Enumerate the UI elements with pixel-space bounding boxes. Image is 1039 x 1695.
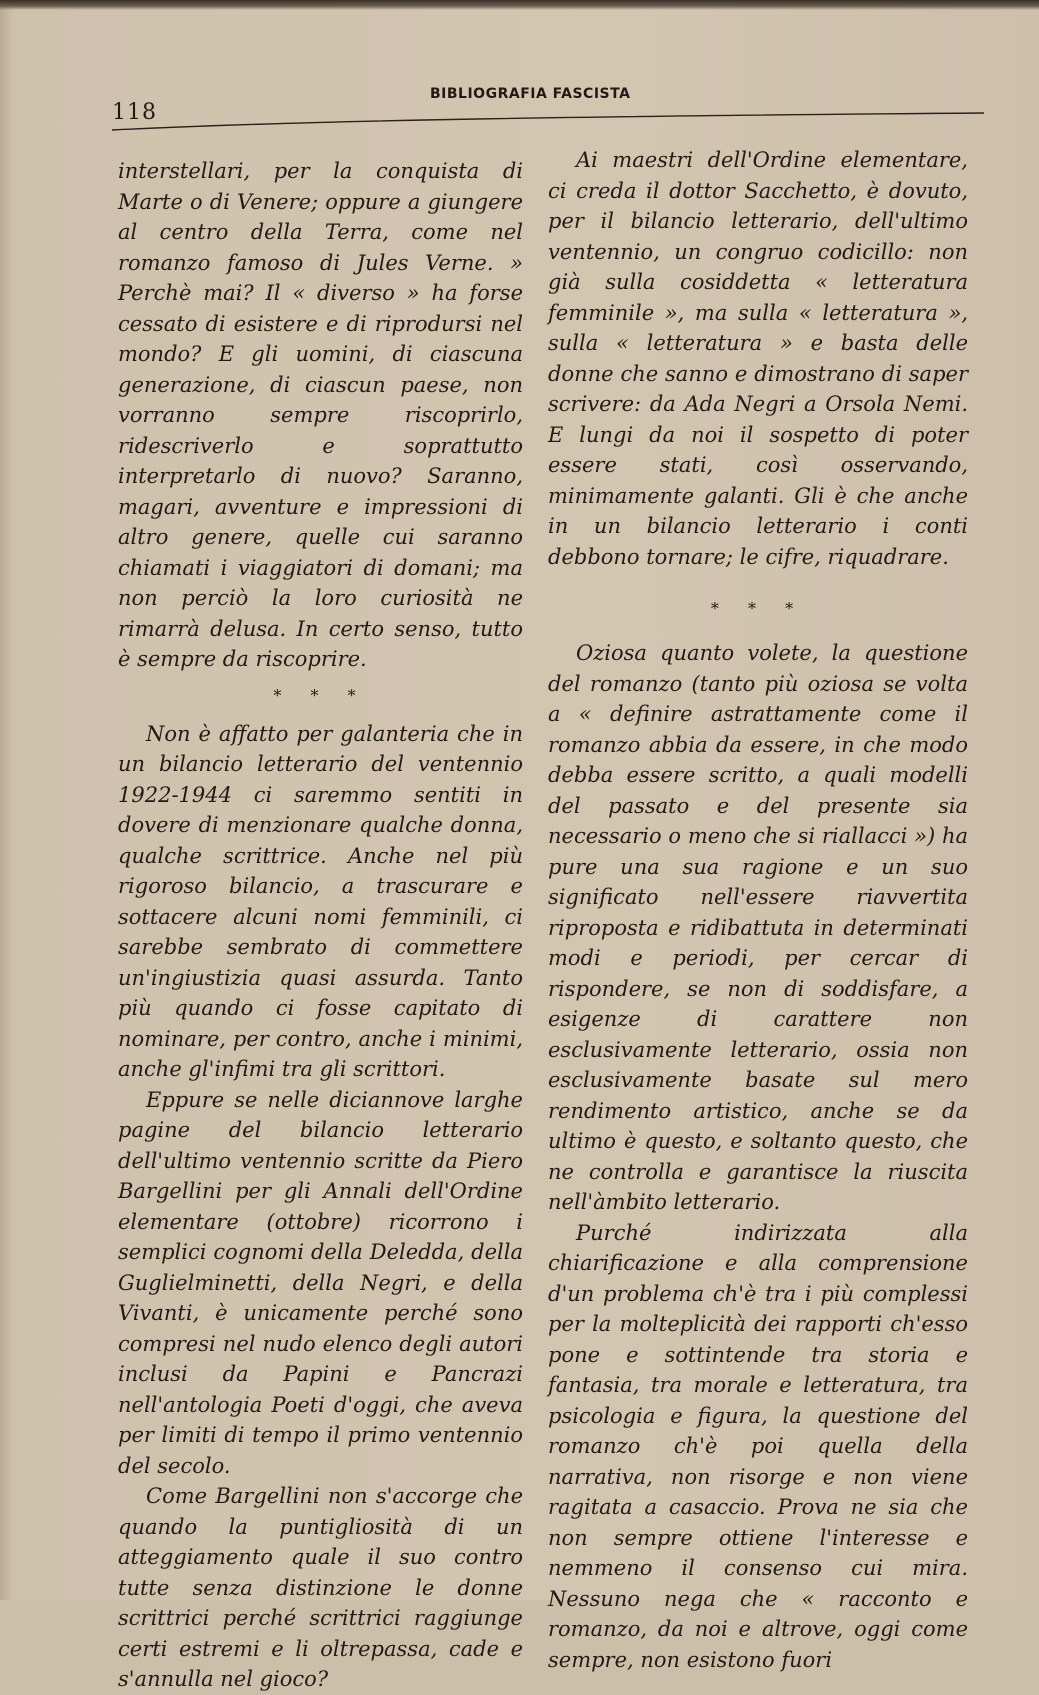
- header-rule: [112, 110, 984, 132]
- section-separator: * * *: [273, 685, 368, 705]
- left-paragraph-4: Come Bargellini non s'accorge che quando la puntigliosità di un atteggiamento quale il suo contro tutte senza distinzione le donne scrittrici perché scrittrici raggiunge certi estremi e li oltrepassa, cade e s'annulla nel gioco?: [118, 1484, 523, 1691]
- right-paragraph-3: Purché indirizzata alla chiarificazione e alla comprensione d'un problema ch'è tra i più complessi per la molteplicità dei rapporti ch'esso pone e sottintende tra storia e fantasia, tra morale e letteratura, tra psicologia e figura, la questione del romanzo ch'è poi quella della narrativa, non risorge e non viene ragitata a casaccio. Prova ne sia che non sempre ottiene l'interesse e nemmeno il consenso cui mira. Nessuno nega che « racconto e romanzo, da noi e altrove, oggi come sempre, non esistono fuori: [548, 1220, 968, 1672]
- running-head: BIBLIOGRAFIA FASCISTA: [430, 86, 631, 102]
- left-paragraph-3: Eppure se nelle diciannove larghe pagine del bilancio letterario dell'ultimo ventennio scritte da Piero Bargellini per gli Annali dell'Ordine elementare (ottobre) ricorrono i semplici cognomi della Deledda, della Guglielminetti, della Negri, e della Vivanti, è unicamente perché sono compresi nel nudo elenco degli autori inclusi da Papini e Pancrazi nell'antologia Poeti d'oggi, che aveva per limiti di tempo il primo ventennio del secolo.: [118, 1087, 523, 1478]
- right-paragraph-1: Ai maestri dell'Ordine elementare, ci creda il dottor Sacchetto, è dovuto, per il bilancio letterario, dell'ultimo ventennio, un congruo codicillo: non già sulla cosiddetta « letteratura femminile », ma sulla « letteratura », sulla « letteratura » e basta delle donne che sanno e dimostrano di saper scrivere: da Ada Negri a Orsola Nemi. E lungi da noi il sospetto di poter essere stati, così osservando, minimamente galanti. Gli è che anche in un bilancio letterario i conti debbono tornare; le cifre, riquadrare.: [548, 148, 968, 569]
- left-column: [118, 156, 523, 1695]
- scan-top-edge: [0, 0, 1039, 10]
- section-separator: * * *: [710, 599, 806, 618]
- left-paragraph-2: Non è affatto per galanteria che in un bilancio letterario del ventennio 1922-1944 ci saremmo sentiti in dovere di menzionare qualche donna, qualche scrittrice. Anche nel più rigoroso bilancio, a trascurare e sottacere alcuni nomi femminili, ci sarebbe sembrato di commettere un'ingiustizia quasi assurda. Tanto più quando ci fosse capitato di nominare, per contro, anche i minimi, anche gl'infimi tra gli scrittori.: [118, 721, 523, 1081]
- right-paragraph-2: Oziosa quanto volete, la questione del romanzo (tanto più oziosa se volta a « definire astrattamente come il romanzo abbia da essere, in che modo debba essere scritto, a quali modelli del passato e del presente sia necessario o meno che si riallacci ») ha pure una sua ragione e un suo significato nell'essere riavvertita riproposta e ridibattuta in determinati modi e periodi, per cercar di rispondere, se non di soddisfare, a esigenze di carattere non esclusivamente letterario, ossia non esclusivamente basate sul mero rendimento artistico, anche se da ultimo è questo, e soltanto questo, che ne controlla e garantisce la riuscita nell'àmbito letterario.: [548, 641, 968, 1214]
- page-number: 118: [112, 100, 157, 125]
- left-paragraph-1: interstellari, per la conquista di Marte o di Venere; oppure a giungere al centro della Terra, come nel romanzo famoso di Jules Verne. » Perchè mai? Il « diverso » ha forse cessato di esistere e di riprodursi nel mondo? E gli uomini, di ciascuna generazione, di ciascun paese, non vorranno sempre riscoprirlo, ridescriverlo e soprattutto interpretarlo di nuovo? Saranno, magari, avventure e impressioni di altro genere, quelle cui saranno chiamati i viaggiatori di domani; ma non perciò la loro curiosità ne rimarrà delusa. In certo senso, tutto è sempre da riscoprire.: [118, 159, 523, 671]
- right-column: [548, 145, 968, 1675]
